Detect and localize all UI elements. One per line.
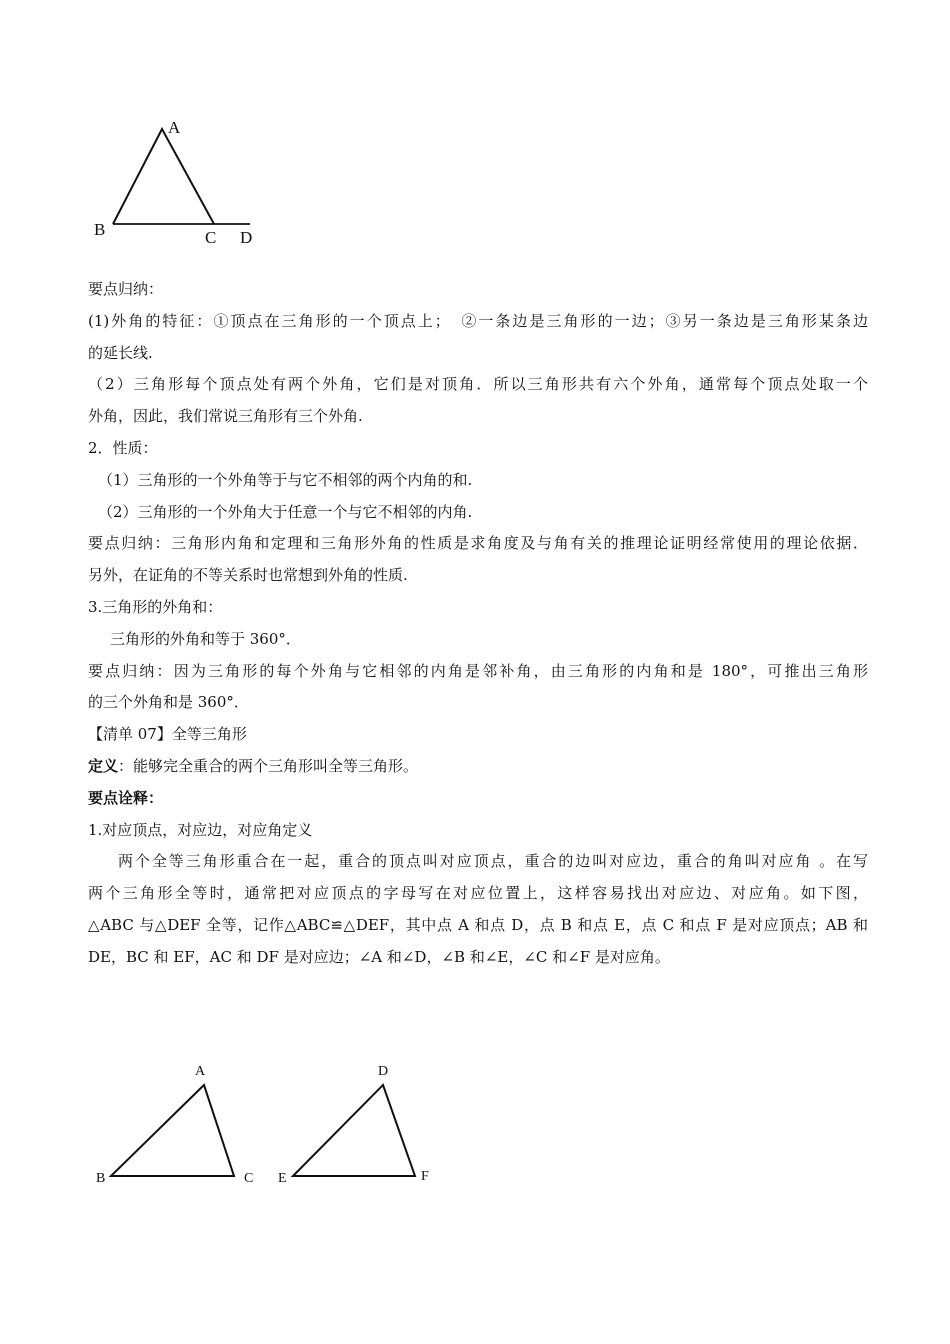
paragraph-key-points-2-cont: 另外，在证角的不等关系时也常想到外角的性质. [88, 566, 408, 585]
triangle-abc [111, 1085, 234, 1176]
paragraph-key-points-2: 要点归纳：三角形内角和定理和三角形外角的性质是求角度及与角有关的推理论证明经常使用的理论依据． [88, 534, 868, 553]
paragraph-correspondence-1: 两个全等三角形重合在一起，重合的顶点叫对应顶点，重合的边叫对应边，重合的角叫对应角 。在写 [118, 852, 868, 871]
vertex-label-f: F [421, 1169, 429, 1184]
paragraph-exterior-angle-features-cont: 的延长线. [88, 343, 153, 362]
text-body [88, 274, 868, 974]
paragraph-correspondence-2: 两个三角形全等时，通常把对应顶点的字母写在对应位置上，这样容易找出对应边、对应角。如下图， [88, 884, 868, 903]
heading-exterior-angle-sum: 3.三角形的外角和： [88, 597, 223, 616]
paragraph-exterior-angle-sum: 三角形的外角和等于 360°． [110, 629, 301, 648]
paragraph-six-exterior-angles-cont: 外角，因此，我们常说三角形有三个外角. [88, 407, 363, 426]
vertex-label-a: A [195, 1064, 206, 1079]
section-heading-congruent-triangles: 【清单 07】全等三角形 [88, 725, 247, 744]
property-1: （1）三角形的一个外角等于与它不相邻的两个内角的和. [98, 470, 473, 489]
vertex-label-c: C [205, 228, 217, 247]
heading-correspondence-definitions: 1.对应顶点，对应边，对应角定义 [88, 820, 313, 839]
triangle-def [293, 1085, 415, 1176]
paragraph-key-points-3-cont: 的三个外角和是 360°． [88, 693, 249, 712]
heading-properties: 2．性质： [88, 438, 158, 457]
vertex-label-e: E [278, 1171, 287, 1186]
vertex-label-b: B [96, 1171, 106, 1186]
paragraph-correspondence-4: DE，BC 和 EF，AC 和 DF 是对应边；∠A 和∠D，∠B 和∠E，∠C 和∠F 是对应角。 [88, 947, 670, 966]
vertex-label-c: C [244, 1171, 254, 1186]
vertex-label-b: B [94, 220, 106, 239]
property-2: （2）三角形的一个外角大于任意一个与它不相邻的内角. [98, 502, 473, 521]
paragraph-six-exterior-angles: （2）三角形每个顶点处有两个外角，它们是对顶角．所以三角形共有六个外角，通常每个顶点处取一个 [88, 375, 868, 394]
heading-key-explanation: 要点诠释： [88, 788, 164, 807]
vertex-label-d: D [378, 1064, 389, 1079]
paragraph-exterior-angle-features: (1)外角的特征：①顶点在三角形的一个顶点上； ②一条边是三角形的一边；③另一条边是三角形某条边 [88, 311, 868, 330]
definition-text: ：能够完全重合的两个三角形叫全等三角形。 [118, 756, 419, 775]
exterior-angle-figure [88, 112, 268, 252]
paragraph-correspondence-3: △ABC 与△DEF 全等，记作△ABC≌△DEF，其中点 A 和点 D，点 B 和点 E，点 C 和点 F 是对应顶点；AB 和 [88, 915, 868, 934]
paragraph-key-points-3: 要点归纳：因为三角形的每个外角与它相邻的内角是邻补角，由三角形的内角和是 180°，可推出三角形 [88, 661, 868, 680]
vertex-label-d: D [240, 228, 253, 247]
vertex-label-a: A [168, 118, 181, 137]
congruent-triangles-figure [88, 1055, 448, 1195]
triangle-abc-outline [113, 129, 214, 224]
definition-term: 定义 [88, 756, 119, 775]
paragraph-key-points-1: 要点归纳： [88, 280, 164, 298]
paragraph-definition [88, 751, 868, 783]
